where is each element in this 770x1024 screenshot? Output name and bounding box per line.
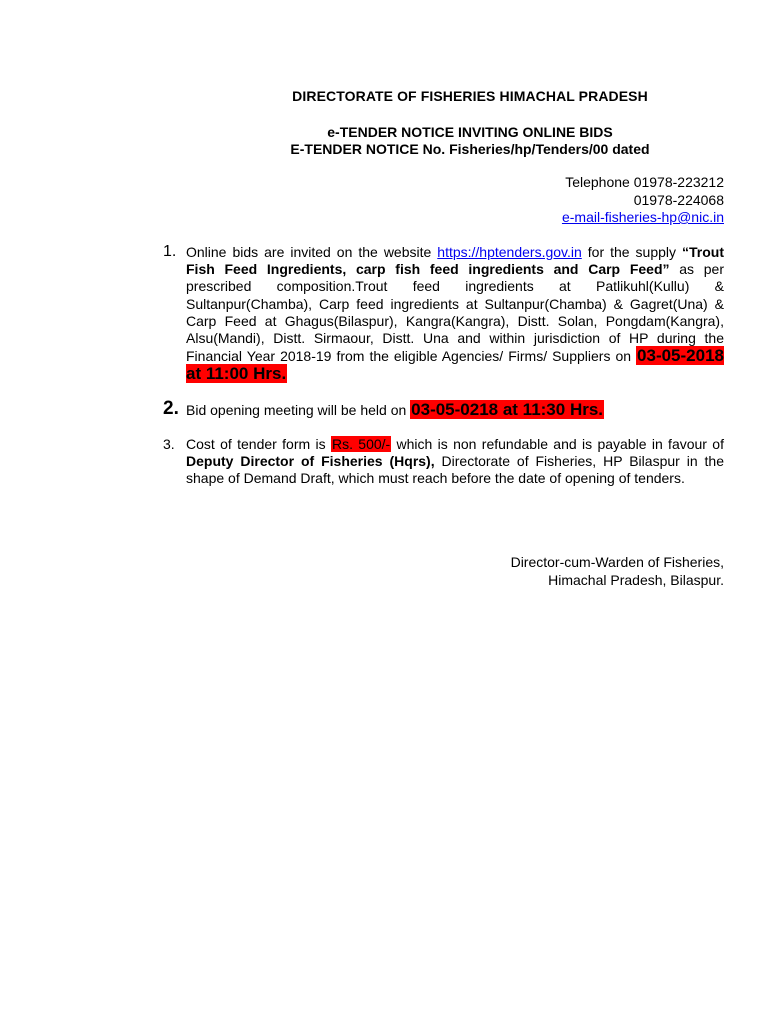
email-link[interactable]: e-mail-fisheries-hp@nic.in	[561, 209, 724, 225]
website-link[interactable]: https://hptenders.gov.in	[437, 244, 582, 260]
item-3-text-a: Cost of tender form is	[186, 436, 331, 452]
item-3-number: 3.	[163, 436, 175, 452]
org-heading: DIRECTORATE OF FISHERIES HIMACHAL PRADESH	[292, 88, 648, 104]
item-3-text-b: which is non refundable and is payable in favour of	[391, 436, 724, 452]
item-3-text-c: Directorate of Fisheries, HP Bilaspur in the shape of Demand Draft, which must reach before the date of opening of tenders.	[186, 453, 724, 487]
item-2-text-a: Bid opening meeting will be held on	[186, 402, 411, 418]
signature-line-2: Himachal Pradesh, Bilaspur.	[548, 572, 724, 588]
item-2-text	[186, 401, 724, 419]
item-1-text-b: for the supply	[581, 244, 683, 260]
opening-date-highlight: 03-05-0218 at 11:30 Hrs.	[411, 400, 604, 419]
item-1-text	[186, 244, 724, 384]
telephone-1: Telephone 01978-223212	[565, 174, 724, 190]
email-line	[562, 209, 724, 225]
item-1-number: 1.	[163, 243, 177, 260]
cost-highlight: Rs. 500/-	[331, 436, 391, 452]
item-1-bold-phrase: “Trout Fish Feed Ingredients, carp fish feed ingredients and Carp Feed”	[186, 244, 725, 278]
item-3-text	[186, 436, 724, 488]
item-1-text-c: as per prescribed composition.Trout feed ingredients at Patlikuhl(Kullu) & Sultanpur(Chamba), Carp feed ingredients at Sultanpur(Chamba) & Gagret(Una) & Carp Feed at Ghagus(Bilaspur), Kangra(Kangra), Distt. Solan, Pongdam(Kangra), Alsu(Mandi), Distt. Sirmaour, Distt. Una and within jurisdiction of HP during the Financial Year 2018-19 from the eligible Agencies/ Firms/ Suppliers on	[186, 261, 724, 365]
payee-name: Deputy Director of Fisheries (Hqrs),	[186, 453, 435, 470]
notice-title: e-TENDER NOTICE INVITING ONLINE BIDS	[327, 124, 613, 140]
bid-deadline-highlight: 03-05-2018 at 11:00 Hrs.	[186, 346, 724, 384]
notice-number: E-TENDER NOTICE No. Fisheries/hp/Tenders/00 dated	[290, 141, 650, 157]
telephone-2: 01978-224068	[633, 192, 724, 208]
item-2-number: 2.	[163, 398, 179, 419]
signature-line-1: Director-cum-Warden of Fisheries,	[510, 554, 724, 570]
item-1-text-a: Online bids are invited on the website	[186, 244, 438, 260]
